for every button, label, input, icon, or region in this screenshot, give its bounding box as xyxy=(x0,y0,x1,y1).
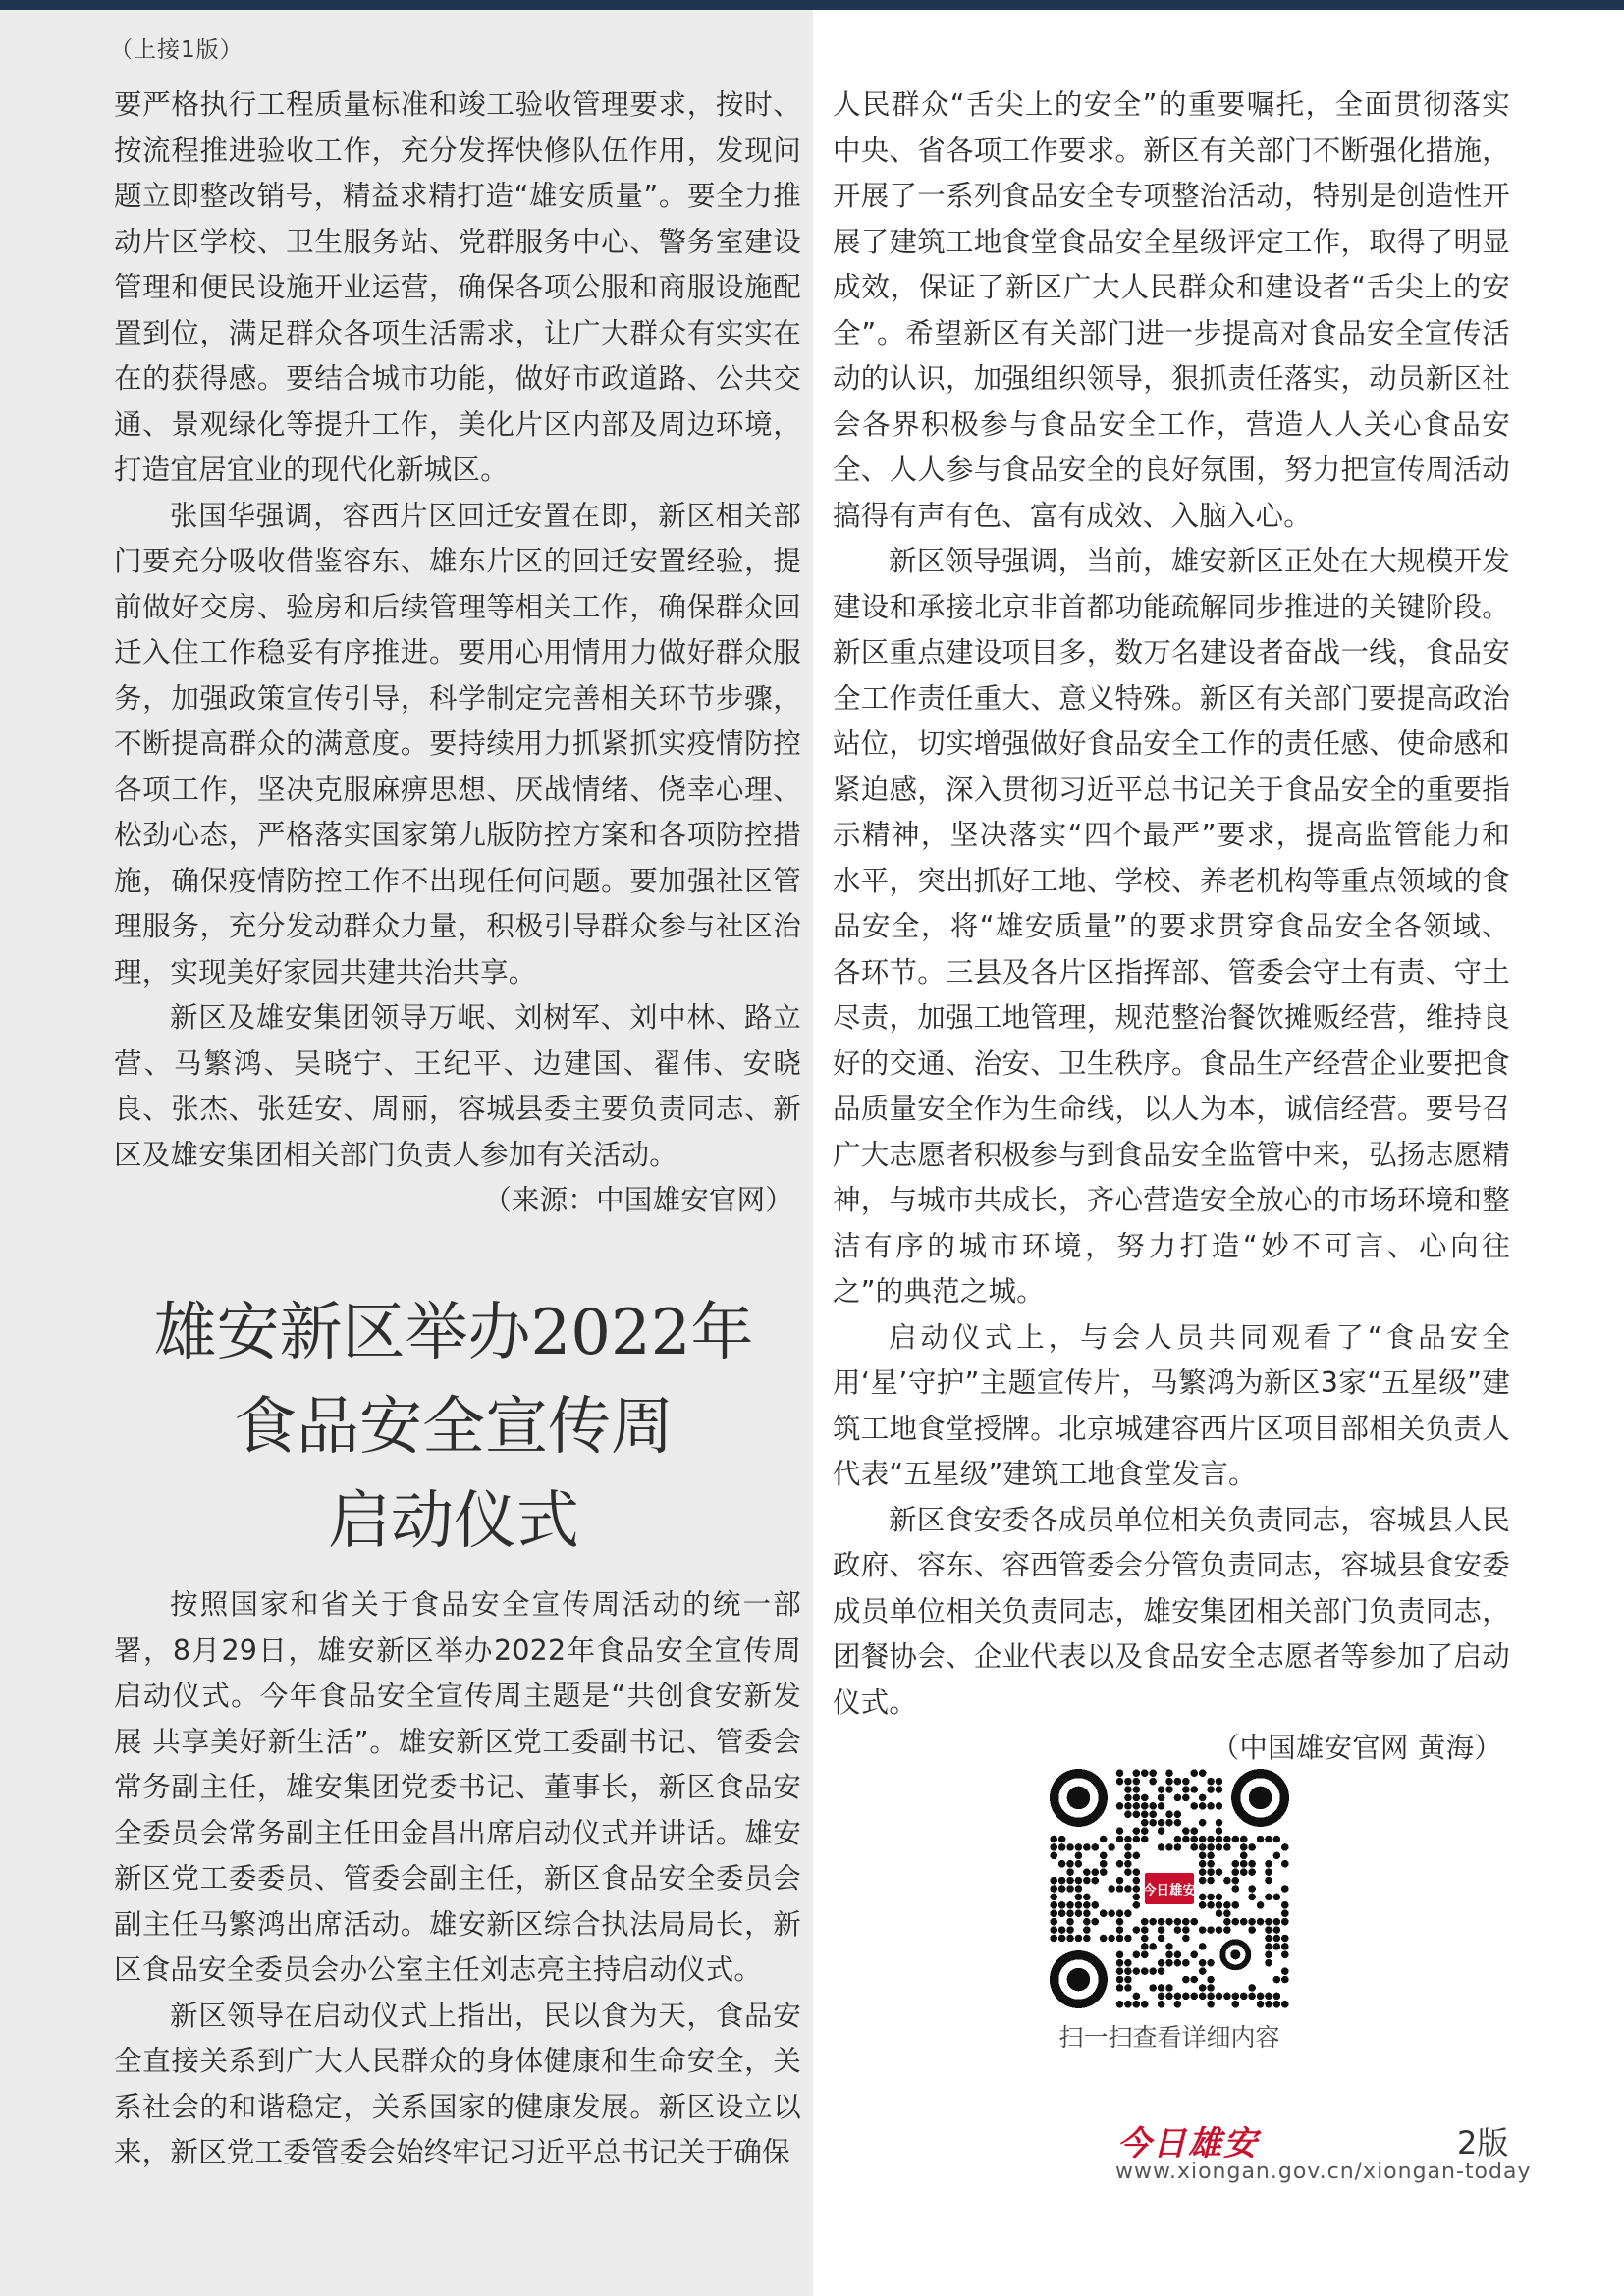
paragraph: 张国华强调，容西片区回迁安置在即，新区相关部门要充分吸收借鉴容东、雄东片区的回迁安置经验，提前做好交房、验房和后续管理等相关工作，确保群众回迁入住工作稳妥有序推进。要用心用情用力做好群众服务，加强政策宣传引导，科学制定完善相关环节步骤，不断提高群众的满意度。要持续用力抓紧抓实疫情防控各项工作，坚决克服麻痹思想、厌战情绪、侥幸心理、松劲心态，严格落实国家第九版防控方案和各项防控措施，确保疫情防控工作不出现任何问题。要加强社区管理服务，充分发动群众力量，积极引导群众参与社区治理，实现美好家园共建共治共享。 xyxy=(114,499,801,988)
paragraph: 启动仪式上，与会人员共同观看了“食品安全 用‘星’守护”主题宣传片，马繁鸿为新区3家“五星级”建筑工地食堂授牌。北京城建容西片区项目部相关负责人代表“五星级”建筑工地食堂发言。 xyxy=(833,1320,1510,1490)
paragraph: 新区领导强调，当前，雄安新区正处在大规模开发建设和承接北京非首都功能疏解同步推进的关键阶段。新区重点建设项目多，数万名建设者奋战一线，食品安全工作责任重大、意义特殊。新区有关部门要提高政治站位，切实增强做好食品安全工作的责任感、使命感和紧迫感，深入贯彻习近平总书记关于食品安全的重要指示精神，坚决落实“四个最严”要求，提高监管能力和水平，突出抓好工地、学校、养老机构等重点领域的食品安全，将“雄安质量”的要求贯穿食品安全各领域、各环节。三县及各片区指挥部、管委会守土有责、守土尽责，加强工地管理，规范整治餐饮摊贩经营，维持良好的交通、治安、卫生秩序。食品生产经营企业要把食品质量安全作为生命线，以人为本，诚信经营。要号召广大志愿者积极参与到食品安全监管中来，弘扬志愿精神，与城市共成长，齐心营造安全放心的市场环境和整洁有序的城市环境，努力打造“妙不可言、心向往之”的典范之城。 xyxy=(833,545,1510,1308)
top-bar xyxy=(0,0,1624,10)
paragraph: 要严格执行工程质量标准和竣工验收管理要求，按时、按流程推进验收工作，充分发挥快修队伍作用，发现问题立即整改销号，精益求精打造“雄安质量”。要全力推动片区学校、卫生服务站、党群服务中心、警务室建设管理和便民设施开业运营，确保各项公服和商服设施配置到位，满足群众各项生活需求，让广大群众有实实在在的获得感。要结合城市功能，做好市政道路、公共交通、景观绿化等提升工作，美化片区内部及周边环境，打造宜居宜业的现代化新城区。 xyxy=(114,88,801,486)
headline xyxy=(110,1286,797,1569)
site-url[interactable]: www.xiongan.gov.cn/xiongan-today xyxy=(1115,2160,1532,2184)
headline-line: 启动仪式 xyxy=(328,1485,579,1558)
paragraph: 人民群众“舌尖上的安全”的重要嘱托，全面贯彻落实中央、省各项工作要求。新区有关部门不断强化措施，开展了一系列食品安全专项整治活动，特别是创造性开展了建筑工地食堂食品安全星级评定工作，取得了明显成效，保证了新区广大人民群众和建设者“舌尖上的安全”。希望新区有关部门进一步提高对食品安全宣传活动的认识，加强组织领导，狠抓责任落实，动员新区社会各界积极参与食品安全工作，营造人人关心食品安全、人人参与食品安全的良好氛围，努力把宣传周活动搞得有声有色、富有成效、入脑入心。 xyxy=(833,88,1510,532)
paragraph: 按照国家和省关于食品安全宣传周活动的统一部署，8月29日，雄安新区举办2022年食品安全宣传周启动仪式。今年食品安全宣传周主题是“共创食安新发展 共享美好新生活”。雄安新区党工委副书记、管委会常务副主任，雄安集团党委书记、董事长，新区食品安全委员会常务副主任田金昌出席启动仪式并讲话。雄安新区党工委委员、管委会副主任，新区食品安全委员会副主任马繁鸿出席活动。雄安新区综合执法局局长，新区食品安全委员会办公室主任刘志亮主持启动仪式。 xyxy=(114,1588,801,1986)
paragraph: 新区领导在启动仪式上指出，民以食为天，食品安全直接关系到广大人民群众的身体健康和生命安全，关系社会的和谐稳定，关系国家的健康发展。新区设立以来，新区党工委管委会始终牢记习近平总书记关于确保 xyxy=(114,1999,801,2168)
article-body-right xyxy=(833,82,1510,1772)
source-credit: （来源：中国雄安官网） xyxy=(483,1184,793,1216)
article-continuation xyxy=(114,82,801,1224)
source-credit: （中国雄安官网 黄海） xyxy=(1211,1732,1502,1764)
qr-caption: 扫一扫查看详细内容 xyxy=(1058,2023,1280,2052)
qr-logo-text: 今日雄安 xyxy=(1143,1882,1196,1898)
headline-line: 食品安全宣传周 xyxy=(234,1391,674,1464)
continued-label: （上接1版） xyxy=(110,37,244,63)
qr-code[interactable] xyxy=(1050,1769,1289,2008)
article-body-left xyxy=(114,1582,801,2176)
headline-line: 雄安新区举办2022年 xyxy=(153,1297,754,1369)
brand-logo: 今日雄安 xyxy=(1117,2124,1259,2163)
paragraph: 新区食安委各成员单位相关负责同志，容城县人民政府、容东、容西管委会分管负责同志，容城县食安委成员单位相关负责同志，雄安集团相关部门负责同志，团餐协会、企业代表以及食品安全志愿者等参加了启动仪式。 xyxy=(833,1503,1510,1719)
page-number: 2版 xyxy=(1457,2124,1509,2162)
paragraph: 新区及雄安集团领导万岷、刘树军、刘中林、路立营、马繁鸿、吴晓宁、王纪平、边建国、翟伟、安晓良、张杰、张廷安、周丽，容城县委主要负责同志、新区及雄安集团相关部门负责人参加有关活动。 xyxy=(114,1001,801,1171)
